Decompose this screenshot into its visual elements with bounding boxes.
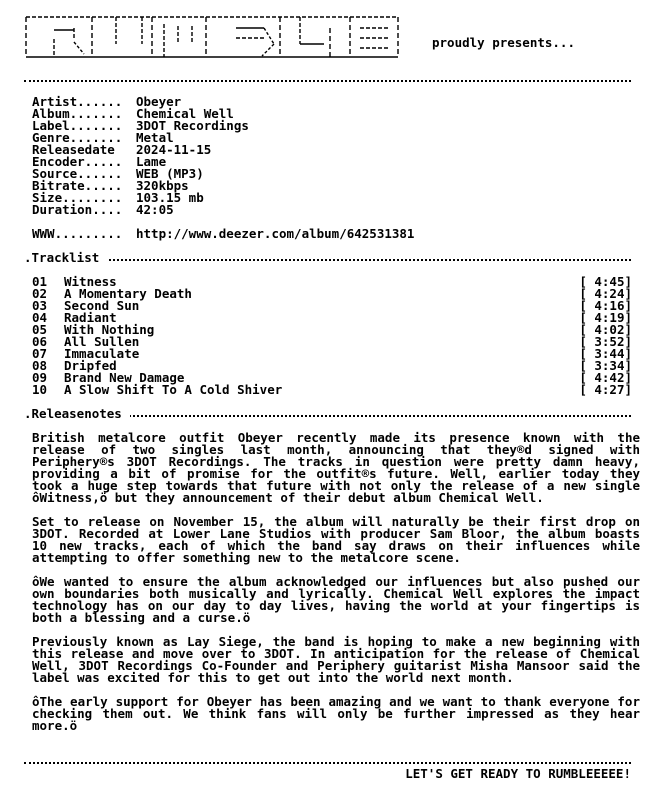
track-row: [32, 384, 632, 396]
track-title: Dripfed: [64, 358, 117, 373]
info-label: Duration....: [32, 202, 123, 217]
track-title: With Nothing: [64, 322, 155, 337]
track-title: Second Sun: [64, 298, 140, 313]
track-number: 07: [32, 346, 48, 361]
info-row-www: [32, 228, 414, 240]
info-value: WEB (MP3): [136, 166, 204, 181]
notes-paragraph: ôWe wanted to ensure the album acknowledged our influences but also pushed our own boundaries both musically and lyrically. Chemical Well explores the impact technology has on our day to day lives, having the world at your fingertips is both a blessing and a curse.ö: [32, 574, 640, 625]
track-title: Witness: [64, 274, 117, 289]
track-number: 08: [32, 358, 48, 373]
section-title: .Tracklist: [24, 252, 107, 264]
info-label: Size........: [32, 190, 123, 205]
divider: [24, 762, 631, 764]
info-value: 2024-11-15: [136, 142, 212, 157]
info-label: Source......: [32, 166, 123, 181]
track-duration: [ 3:34]: [579, 358, 632, 373]
footer-text: LET'S GET READY TO RUMBLEEEEE!: [405, 766, 631, 781]
divider: [24, 80, 631, 82]
info-value: Lame: [136, 154, 167, 169]
section-tracklist-header: [24, 252, 631, 264]
track-title: Immaculate: [64, 346, 140, 361]
info-label: Artist......: [32, 94, 123, 109]
track-title: A Momentary Death: [64, 286, 192, 301]
track-duration: [ 4:27]: [579, 382, 632, 397]
release-info: [32, 96, 414, 240]
info-row-duration: [32, 204, 414, 216]
info-label: Releasedate: [32, 142, 115, 157]
section-title: .Releasenotes: [24, 408, 130, 420]
info-label: Album.......: [32, 106, 123, 121]
track-number: 02: [32, 286, 48, 301]
info-label: Genre.......: [32, 130, 123, 145]
track-number: 09: [32, 370, 48, 385]
notes-paragraph: British metalcore outfit Obeyer recently made its presence known with the release of two singles last month, announcing that they®d signed with Periphery®s 3DOT Recordings. The tracks in question were pretty damn heavy, providing a bit of promise for the outfit®s future. Well, earlier today they took a huge step towards that future with not only the release of a new single ôWitness,ö but they announcement of their debut album Chemical Well.: [32, 430, 640, 505]
track-title: A Slow Shift To A Cold Shiver: [64, 382, 283, 397]
presents-text: proudly presents...: [432, 35, 575, 50]
track-row: [32, 300, 632, 312]
track-duration: [ 4:19]: [579, 310, 632, 325]
track-duration: [ 3:52]: [579, 334, 632, 349]
track-number: 03: [32, 298, 48, 313]
info-label: Bitrate.....: [32, 178, 123, 193]
notes-paragraph: Set to release on November 15, the album will naturally be their first drop on 3DOT. Recorded at Lower Lane Studios with producer Sam Bloor, the album boasts 10 new tracks, each of which the band say draws on their influences while attempting to offer something new to the metalcore scene.: [32, 514, 640, 565]
track-duration: [ 4:24]: [579, 286, 632, 301]
track-title: Brand New Damage: [64, 370, 185, 385]
release-notes: [32, 432, 640, 744]
info-value: 320kbps: [136, 178, 189, 193]
info-value: Chemical Well: [136, 106, 234, 121]
track-number: 05: [32, 322, 48, 337]
tracklist: [32, 276, 632, 396]
info-value: 103.15 mb: [136, 190, 204, 205]
album-url[interactable]: http://www.deezer.com/album/642531381: [136, 226, 415, 241]
notes-paragraph: ôThe early support for Obeyer has been amazing and we want to thank everyone for checking them out. We think fans will only be further impressed as they hear more.ö: [32, 694, 640, 733]
notes-paragraph: Previously known as Lay Siege, the band is hoping to make a new beginning with this release and move over to 3DOT. In anticipation for the release of Chemical Well, 3DOT Recordings Co-Founder and Periphery guitarist Misha Mansoor said the label was excited for this to get out into the world next month.: [32, 634, 640, 685]
info-label: Label.......: [32, 118, 123, 133]
track-title: All Sullen: [64, 334, 140, 349]
info-label: Encoder.....: [32, 154, 123, 169]
rumble-logo: [24, 14, 400, 60]
divider: [24, 259, 631, 261]
track-duration: [ 3:44]: [579, 346, 632, 361]
info-value: 42:05: [136, 202, 174, 217]
track-duration: [ 4:16]: [579, 298, 632, 313]
info-label: WWW.........: [32, 226, 123, 241]
info-value: Obeyer: [136, 94, 182, 109]
track-number: 01: [32, 274, 48, 289]
info-value: Metal: [136, 130, 174, 145]
track-number: 06: [32, 334, 48, 349]
track-duration: [ 4:45]: [579, 274, 632, 289]
track-duration: [ 4:42]: [579, 370, 632, 385]
track-number: 10: [32, 382, 48, 397]
track-number: 04: [32, 310, 48, 325]
track-row: [32, 348, 632, 360]
info-value: 3DOT Recordings: [136, 118, 249, 133]
section-releasenotes-header: [24, 408, 631, 420]
track-duration: [ 4:02]: [579, 322, 632, 337]
track-title: Radiant: [64, 310, 117, 325]
